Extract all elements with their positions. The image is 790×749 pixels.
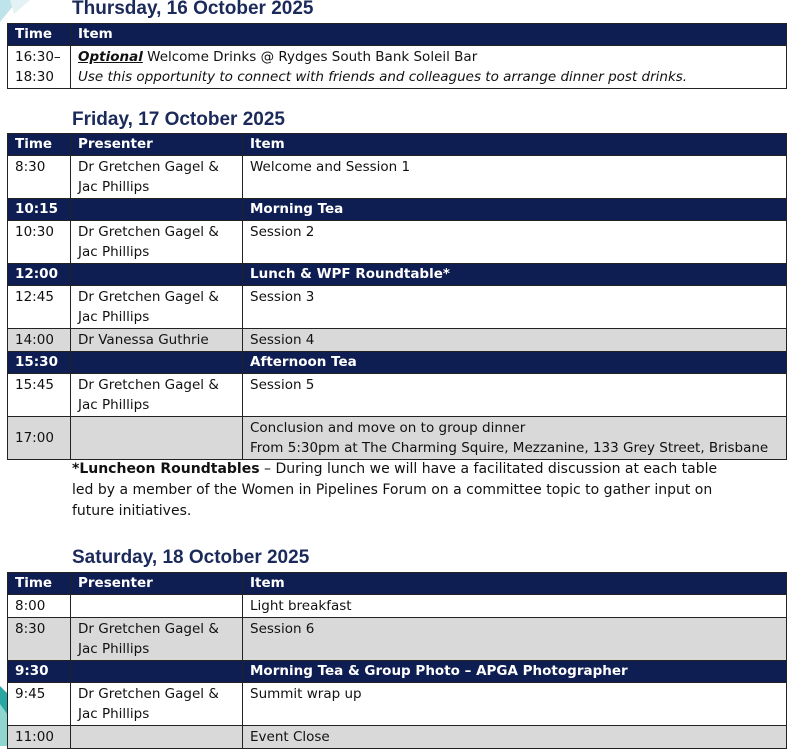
table-cell: 9:45: [8, 683, 71, 726]
table-cell: Session 2: [243, 221, 787, 264]
luncheon-note: *Luncheon Roundtables – During lunch we will have a facilitated discussion at each table led by a member of the Women in Pipelines Forum on a committee topic to gather input on future initiatives.: [72, 461, 718, 519]
table-cell: 15:45: [8, 374, 71, 417]
table-cell: [71, 264, 243, 286]
table-header-row: [8, 573, 787, 595]
break-row: [8, 199, 787, 221]
table-cell: Dr Vanessa Guthrie: [71, 329, 243, 352]
break-row: [8, 352, 787, 374]
table-row: [8, 221, 787, 264]
table-cell: Dr Gretchen Gagel & Jac Phillips: [71, 374, 243, 417]
table-cell: 9:30: [8, 661, 71, 683]
table-cell: Time: [8, 134, 71, 156]
table-cell: [71, 199, 243, 221]
table-cell: 12:45: [8, 286, 71, 329]
table-cell: 11:00: [8, 726, 71, 749]
table-row: [8, 417, 787, 460]
table-row: [8, 683, 787, 726]
saturday-heading: Saturday, 18 October 2025: [72, 547, 310, 568]
table-cell: 17:00: [8, 417, 71, 460]
table-cell: Conclusion and move on to group dinner From 5:30pm at The Charming Squire, Mezzanine, 133 Grey Street, Brisbane: [243, 417, 787, 460]
saturday-table: [7, 572, 787, 749]
table-cell: Event Close: [243, 726, 787, 749]
table-row: [8, 46, 787, 89]
break-row: [8, 661, 787, 683]
table-cell: 10:30: [8, 221, 71, 264]
table-cell: Presenter: [71, 573, 243, 595]
table-cell: Dr Gretchen Gagel & Jac Phillips: [71, 221, 243, 264]
table-cell: 8:30: [8, 156, 71, 199]
table-cell: Dr Gretchen Gagel & Jac Phillips: [71, 683, 243, 726]
header-item: Item: [71, 24, 787, 46]
table-cell: Session 3: [243, 286, 787, 329]
table-cell: [71, 726, 243, 749]
table-cell: 15:30: [8, 352, 71, 374]
row-item: Optional Welcome Drinks @ Rydges South Bank Soleil Bar Use this opportunity to connect with friends and colleagues to arrange dinner post drinks.: [71, 46, 787, 89]
table-cell: Dr Gretchen Gagel & Jac Phillips: [71, 156, 243, 199]
table-cell: 10:15: [8, 199, 71, 221]
friday-heading: Friday, 17 October 2025: [72, 109, 285, 130]
table-cell: Dr Gretchen Gagel & Jac Phillips: [71, 286, 243, 329]
break-row: [8, 264, 787, 286]
table-cell: Welcome and Session 1: [243, 156, 787, 199]
table-row: [8, 286, 787, 329]
table-cell: Dr Gretchen Gagel & Jac Phillips: [71, 618, 243, 661]
row-time: 16:30– 18:30: [8, 46, 71, 89]
table-cell: 8:30: [8, 618, 71, 661]
table-cell: 14:00: [8, 329, 71, 352]
table-header-row: [8, 24, 787, 46]
table-cell: Item: [243, 573, 787, 595]
table-row: [8, 726, 787, 749]
table-cell: Light breakfast: [243, 595, 787, 618]
friday-table: [7, 133, 787, 460]
table-cell: Lunch & WPF Roundtable*: [243, 264, 787, 286]
table-cell: Session 4: [243, 329, 787, 352]
optional-label: Optional: [78, 49, 143, 65]
table-cell: [71, 352, 243, 374]
table-cell: Session 6: [243, 618, 787, 661]
table-cell: [71, 595, 243, 618]
table-cell: Time: [8, 573, 71, 595]
table-cell: Item: [243, 134, 787, 156]
table-cell: [71, 417, 243, 460]
table-row: [8, 156, 787, 199]
table-cell: [71, 661, 243, 683]
table-cell: 12:00: [8, 264, 71, 286]
table-cell: Morning Tea: [243, 199, 787, 221]
table-cell: 8:00: [8, 595, 71, 618]
table-row: [8, 595, 787, 618]
table-header-row: [8, 134, 787, 156]
table-row: [8, 329, 787, 352]
table-cell: Afternoon Tea: [243, 352, 787, 374]
thursday-table: [7, 23, 787, 89]
table-cell: Morning Tea & Group Photo – APGA Photographer: [243, 661, 787, 683]
header-time: Time: [8, 24, 71, 46]
table-row: [8, 618, 787, 661]
table-cell: Session 5: [243, 374, 787, 417]
table-cell: Summit wrap up: [243, 683, 787, 726]
table-cell: Presenter: [71, 134, 243, 156]
table-row: [8, 374, 787, 417]
thursday-heading: Thursday, 16 October 2025: [72, 0, 314, 19]
row-note: Use this opportunity to connect with friends and colleagues to arrange dinner post drinks.: [78, 69, 688, 85]
